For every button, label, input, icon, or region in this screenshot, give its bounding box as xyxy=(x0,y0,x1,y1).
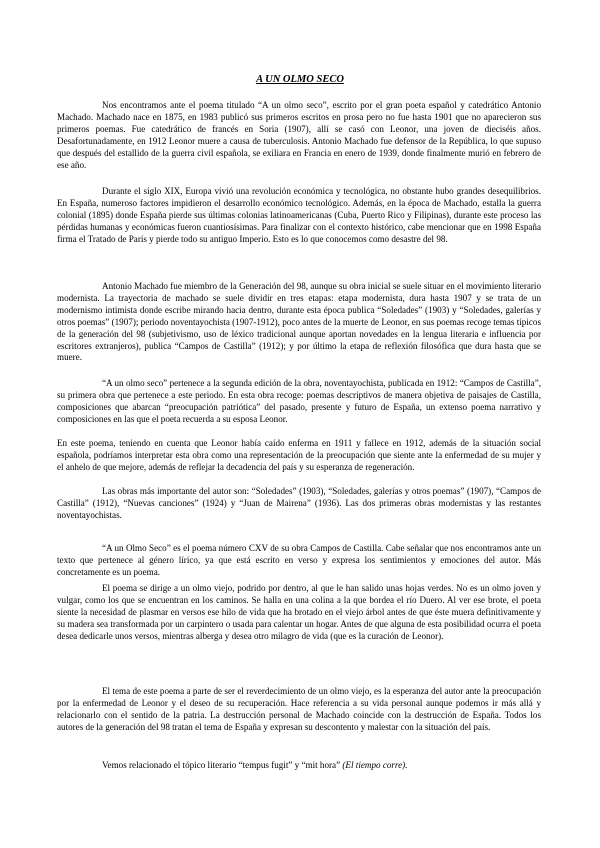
paragraph-campos-de-castilla: “A un olmo seco” pertenece a la segunda edición de la obra, noventayochista, publicada en 1912: “Campos de Castilla”, su primera obra que pertenece a este periodo. En esta obra recoge: poemas descriptivos de manera objetiva de paisajes de Castilla, composiciones que abarcan “preocupación patriótica” del pasado, presente y futuro de España, un extenso poema narrativo y composiciones en las que el poeta recuerda a su esposa Leonor. xyxy=(57,378,541,424)
paragraph-biography: Nos encontramos ante el poema titulado “A un olmo seco”, escrito por el gran poeta español y catedrático Antonio Machado. Machado nace en 1875, en 1983 publicó sus primeros escritos en prosa pero no fue hasta 1901 que no aparecieron sus primeros poemas. Fue catedrático de francés en Soria (1907), allí se casó con Leonor, una joven de dieciséis años. Desafortunadamente, en 1912 Leonor muere a causa de tuberculosis. Antonio Machado fue defensor de la República, lo que supuso que después del estallido de la guerra civil española, se exiliara en Francia en enero de 1939, donde finalmente murió en febrero de ese año. xyxy=(57,100,541,171)
document-title: A UN OLMO SECO xyxy=(256,74,344,85)
paragraph-closing xyxy=(57,759,541,771)
paragraph-genre: “A un Olmo Seco” es el poema número CXV de su obra Campos de Castilla. Cabe señalar que nos encontramos ante un texto que pertenece al género lírico, ya que está escrito en verso y expresa los sentimientos y emociones del autor. Más concretamente es un poema. xyxy=(57,543,541,577)
closing-italic-note: (El tiempo corre). xyxy=(342,760,408,770)
paragraph-theme: El tema de este poema a parte de ser el reverdecimiento de un olmo viejo, es la esperanza del autor ante la preocupación por la enfermedad de Leonor y el deseo de su recuperación. Hace referencia a su vida personal aunque podemos ir más allá y relacionarlo con el sentido de la patria. La destrucción personal de Machado coincide con la destrucción de España. Todos los autores de la generación del 98 tratan el tema de España y expresan su descontento y malestar con la situación del país. xyxy=(57,686,541,733)
paragraph-major-works: Las obras más importante del autor son: “Soledades” (1903), “Soledades, galerías y otros poemas” (1907), “Campos de Castilla” (1912), “Nuevas canciones” (1924) y “Juan de Mairena” (1936). Las dos primeras obras modernistas y las restantes noventayochistas. xyxy=(57,486,541,520)
paragraph-poem-summary: El poema se dirige a un olmo viejo, podrido por dentro, al que le han salido unas hojas verdes. No es un olmo joven y vulgar, como los que se encuentran en los caminos. Se halla en una colina a la que bordea el río Duero. Al ver ese brote, el poeta siente la necesidad de plasmar en versos ese hilo de vida que ha brotado en el viejo árbol antes de que éste muera definitivamente y su madera sea transformada por un carpintero o usada para calentar un hogar. Antes de que alguna de esta posibilidad ocurra el poeta desea dedicarle unos versos, mientras alberga y desea otro milagro de vida (que es la curación de Leonor). xyxy=(57,583,541,642)
paragraph-historical-context: Durante el siglo XIX, Europa vivió una revolución económica y tecnológica, no obstante hubo grandes desequilibrios. En España, numeroso factores impidieron el desarrollo económico tecnológico. Además, en la época de Machado, estalla la guerra colonial (1895) donde España pierde sus últimas colonias latinoamericanas (Cuba, Puerto Rico y Filipinas), durante este proceso las pérdidas humanas y económicas fueron cuantiosísimas. Para finalizar con el contexto histórico, cabe mencionar que en 1998 España firma el Tratado de París y pierde todo su antiguo Imperio. Esto es lo que conocemos como desastre del 98. xyxy=(57,186,541,245)
paragraph-interpretation: En este poema, teniendo en cuenta que Leonor había caído enferma en 1911 y fallece en 1912, además de la situación social española, podríamos interpretar esta obra como una representación de la preocupación que siente ante la enfermedad de su mujer y el anhelo de que mejore, además de reflejar la decadencia del país y su esperanza de regeneración. xyxy=(57,438,541,472)
paragraph-literary-trajectory: Antonio Machado fue miembro de la Generación del 98, aunque su obra inicial se suele situar en el movimiento literario modernista. La trayectoria de machado se suele dividir en tres etapas: etapa modernista, dura hasta 1907 y se trata de un modernismo intimista donde escribe mirando hacia dentro, durante esta época publica “Soledades” (1903) y “Soledades, galerías y otros poemas” (1907); periodo noventayochista (1907-1912), poco antes de la muerte de Leonor, en sus poemas recoge temas típicos de la generación del 98 (subjetivismo, uso de léxico tradicional aunque aportan novedades en la lengua literaria e influencia por escritores extranjeros), publica “Campos de Castilla” (1912); y por último la etapa de reflexión filosófica que dura hasta que se muere. xyxy=(57,281,541,363)
closing-text: Vemos relacionado el tópico literario “tempus fugit” y “mit hora” xyxy=(102,760,341,770)
